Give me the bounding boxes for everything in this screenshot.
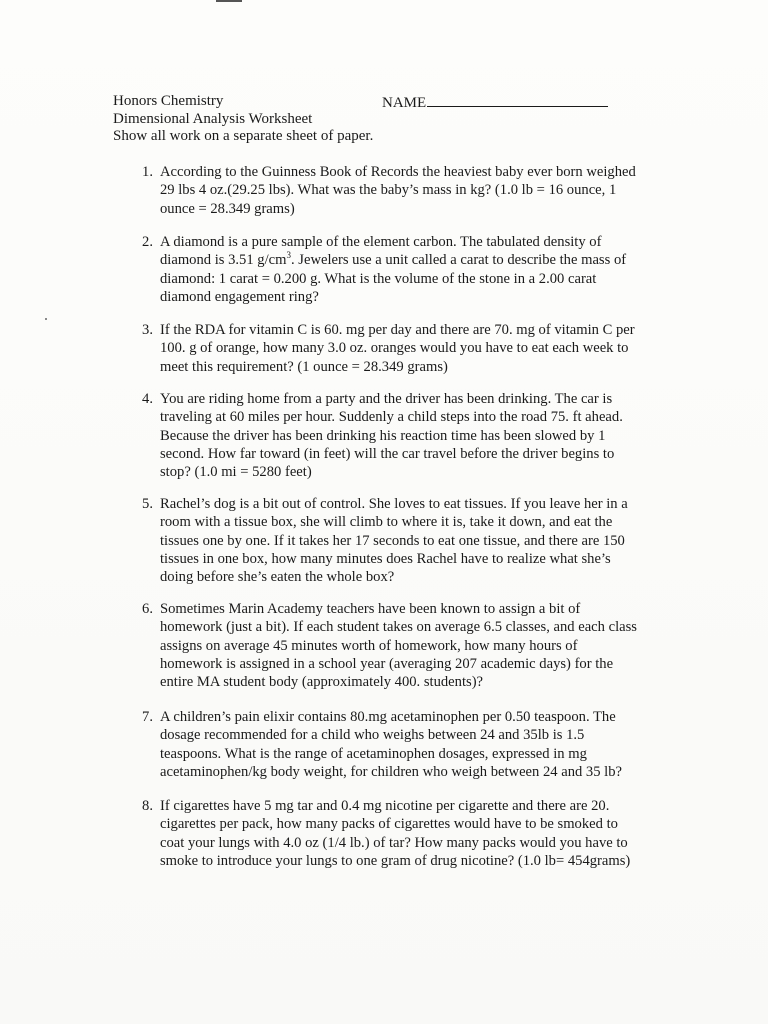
question-line: If the RDA for vitamin C is 60. mg per day and there are 70. mg of vitamin C per xyxy=(160,322,635,338)
question-line: homework is assigned in a school year (averaging 207 academic days) for the xyxy=(160,655,614,672)
question-line: dosage recommended for a child who weighs between 24 and 35lb is 1.5 xyxy=(160,727,585,744)
question-number: 3. xyxy=(142,322,153,338)
scan-speck xyxy=(45,318,47,320)
question-line: entire MA student body (approximately 400. students)? xyxy=(160,674,484,691)
name-field xyxy=(382,93,608,113)
question-line: teaspoons. What is the range of acetaminophen dosages, expressed in mg xyxy=(160,745,587,762)
density-text: diamond is 3.51 g/cm xyxy=(160,252,287,269)
question-line: A children’s pain elixir contains 80.mg acetaminophen per 0.50 teaspoon. The xyxy=(160,709,616,725)
name-blank-line xyxy=(427,93,608,107)
question-number: 1. xyxy=(142,164,153,180)
question-text xyxy=(160,495,660,586)
question-line: smoke to introduce your lungs to one gram of drug nicotine? (1.0 lb= 454grams) xyxy=(160,852,631,869)
instructions-text: Show all work on a separate sheet of paper. xyxy=(113,128,374,144)
question-number: 6. xyxy=(142,601,153,617)
question-line: Rachel’s dog is a bit out of control. She loves to eat tissues. If you leave her in a xyxy=(160,496,628,512)
question-line: traveling at 60 miles per hour. Suddenly a child steps into the road 75. ft ahead. xyxy=(160,409,623,426)
question-line: coat your lungs with 4.0 oz (1/4 lb.) of tar? How many packs would you have to xyxy=(160,834,628,851)
question-text xyxy=(160,600,660,691)
question-text xyxy=(160,708,660,781)
question-text xyxy=(160,233,660,306)
question-line: stop? (1.0 mi = 5280 feet) xyxy=(160,464,312,481)
question-line: 29 lbs 4 oz.(29.25 lbs). What was the baby’s mass in kg? (1.0 lb = 16 ounce, 1 xyxy=(160,182,617,199)
question-line xyxy=(160,251,660,269)
question-line: Because the driver has been drinking his reaction time has been slowed by 1 xyxy=(160,427,606,444)
question-text xyxy=(160,390,660,481)
question-text xyxy=(160,163,660,218)
question-number: 5. xyxy=(142,496,153,512)
question-line: meet this requirement? (1 ounce = 28.349 grams) xyxy=(160,358,448,375)
course-title: Honors Chemistry xyxy=(113,93,224,109)
question-line: room with a tissue box, she will climb to where it is, take it down, and eat the xyxy=(160,514,613,531)
worksheet-title: Dimensional Analysis Worksheet xyxy=(113,110,313,127)
question-line: If cigarettes have 5 mg tar and 0.4 mg nicotine per cigarette and there are 20. xyxy=(160,798,610,814)
question-number: 4. xyxy=(142,391,153,407)
carat-text: . Jewelers use a unit called a carat to describe the mass of xyxy=(290,252,627,269)
question-text xyxy=(160,321,660,376)
question-line: assigns on average 45 minutes worth of homework, how many hours of xyxy=(160,637,578,654)
question-line: homework (just a bit). If each student takes on average 6.5 classes, and each class xyxy=(160,619,637,636)
worksheet-header xyxy=(113,93,373,146)
question-line: diamond engagement ring? xyxy=(160,288,319,305)
superscript: 3 xyxy=(286,250,291,261)
question-line: acetaminophen/kg body weight, for children who weigh between 24 and 35 lb? xyxy=(160,763,623,780)
question-line: second. How far toward (in feet) will the car travel before the driver begins to xyxy=(160,445,615,462)
question-number: 7. xyxy=(142,709,153,725)
question-line: According to the Guinness Book of Records the heaviest baby ever born weighed xyxy=(160,164,636,180)
question-line: ounce = 28.349 grams) xyxy=(160,200,295,217)
question-text xyxy=(160,797,660,870)
question-line: 100. g of orange, how many 3.0 oz. oranges would you have to eat each week to xyxy=(160,340,629,357)
name-label: NAME xyxy=(382,95,427,111)
question-line: A diamond is a pure sample of the element carbon. The tabulated density of xyxy=(160,234,602,250)
question-line: Sometimes Marin Academy teachers have been known to assign a bit of xyxy=(160,601,581,617)
question-number: 8. xyxy=(142,798,153,814)
scan-mark xyxy=(216,0,242,2)
question-number: 2. xyxy=(142,234,153,250)
question-line: cigarettes per pack, how many packs of cigarettes would have to be smoked to xyxy=(160,816,618,833)
question-line: doing before she’s eaten the whole box? xyxy=(160,569,395,586)
question-line: tissues one by one. If it takes her 17 seconds to eat one tissue, and there are 150 xyxy=(160,532,625,549)
question-line: You are riding home from a party and the driver has been drinking. The car is xyxy=(160,391,613,407)
question-line: tissues in one box, how many minutes does Rachel have to realize what she’s xyxy=(160,550,611,567)
question-line: diamond: 1 carat = 0.200 g. What is the volume of the stone in a 2.00 carat xyxy=(160,270,597,287)
